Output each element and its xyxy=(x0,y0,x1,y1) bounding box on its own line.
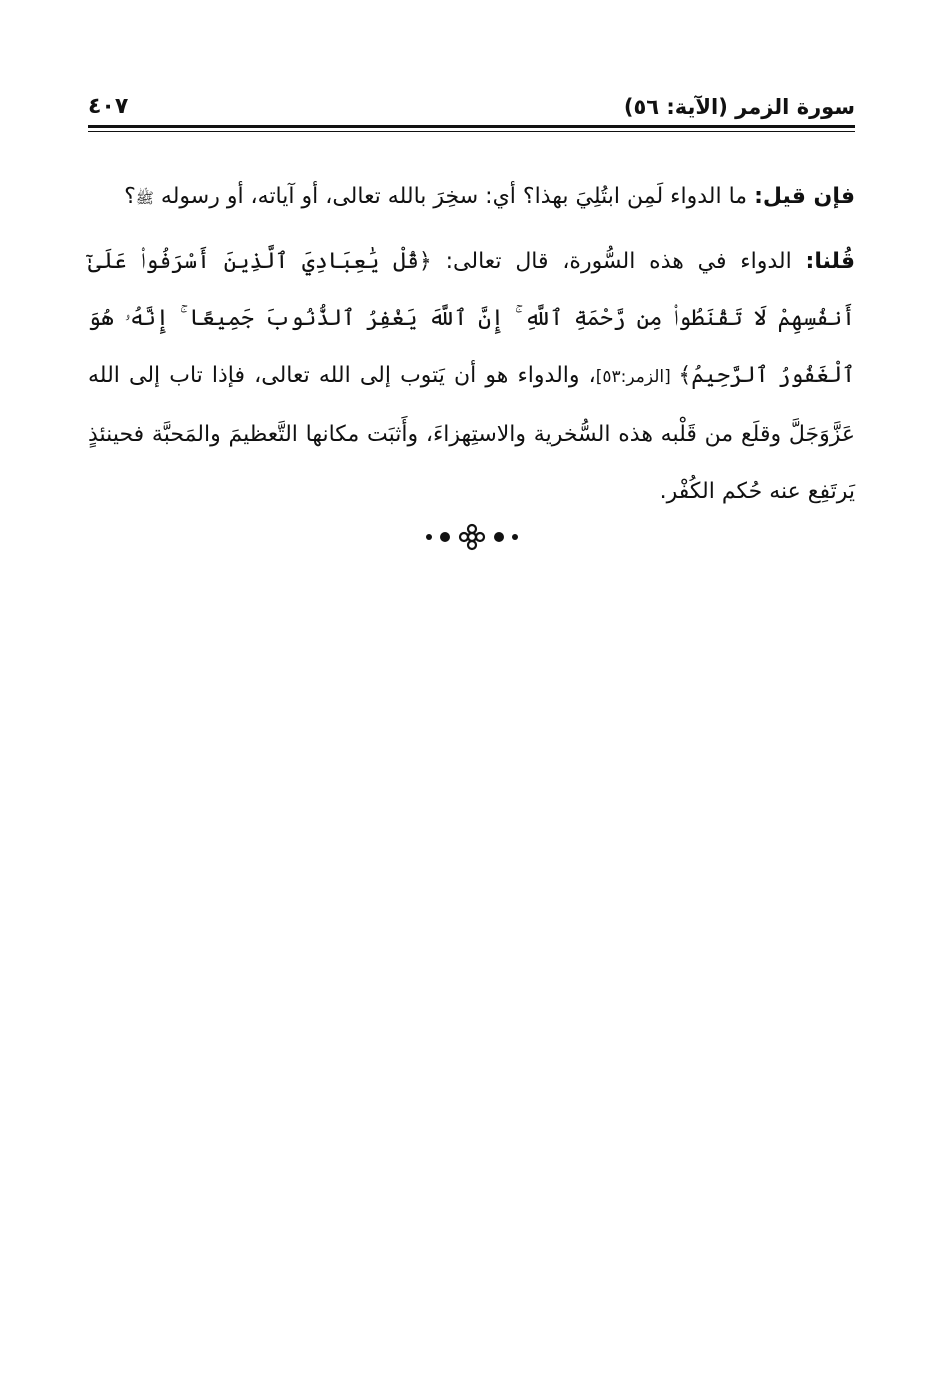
question-end: ؟ xyxy=(124,184,136,209)
answer-text-intro: الدواء في هذه السُّورة، قال تعالى: xyxy=(431,249,806,274)
running-header xyxy=(88,92,855,128)
divider-dot xyxy=(512,534,518,540)
paragraph-question xyxy=(88,168,855,227)
header-rule-thin xyxy=(88,131,855,132)
divider-dot xyxy=(440,532,450,542)
header-rule-thick xyxy=(88,125,855,128)
paragraph-answer xyxy=(88,233,855,520)
verse-reference: [الزمر:٥٣] xyxy=(595,367,679,387)
section-divider xyxy=(0,522,943,552)
question-text: ما الدواء لَمِن ابتُلِيَ بهذا؟ أي: سخِرَ بالله تعالى، أو آياته، أو رسوله xyxy=(153,184,755,209)
page-number: ٤٠٧ xyxy=(88,94,129,119)
answer-text-body: ، والدواء هو أن يَتوب إلى الله تعالى، فإذا تاب إلى الله عَزَّوَجَلَّ وقلَع من قَلْبه هذه السُّخرية والاستِهزاءَ، وأَثبَت مكانها التَّعظيمَ والمَحبَّة فحينئذٍ يَرتَفِع عنه حُكم الكُفْر. xyxy=(88,363,855,504)
body-text xyxy=(88,168,855,526)
question-lead: فإن قيل: xyxy=(754,184,855,209)
quran-verse: ﴿قُلْ يَٰعِبَادِيَ ٱلَّذِينَ أَسْرَفُوا۟ عَلَىٰٓ أَنفُسِهِمْ لَا تَقْنَطُوا۟ مِن رَّحْمَةِ ٱللَّهِ ۚ إِنَّ ٱللَّهَ يَغْفِرُ ٱلذُّنُوبَ جَمِيعًا ۚ إِنَّهُۥ هُوَ ٱلْغَفُورُ ٱلرَّحِيمُ﴾ xyxy=(88,249,855,388)
answer-lead: قُلنا: xyxy=(805,249,855,274)
divider-dot xyxy=(426,534,432,540)
honorific-glyph: ﷺ xyxy=(135,189,154,207)
chapter-title: سورة الزمر (الآية: ٥٦) xyxy=(623,95,855,119)
ornament-icon xyxy=(458,523,486,551)
divider-dot xyxy=(494,532,504,542)
